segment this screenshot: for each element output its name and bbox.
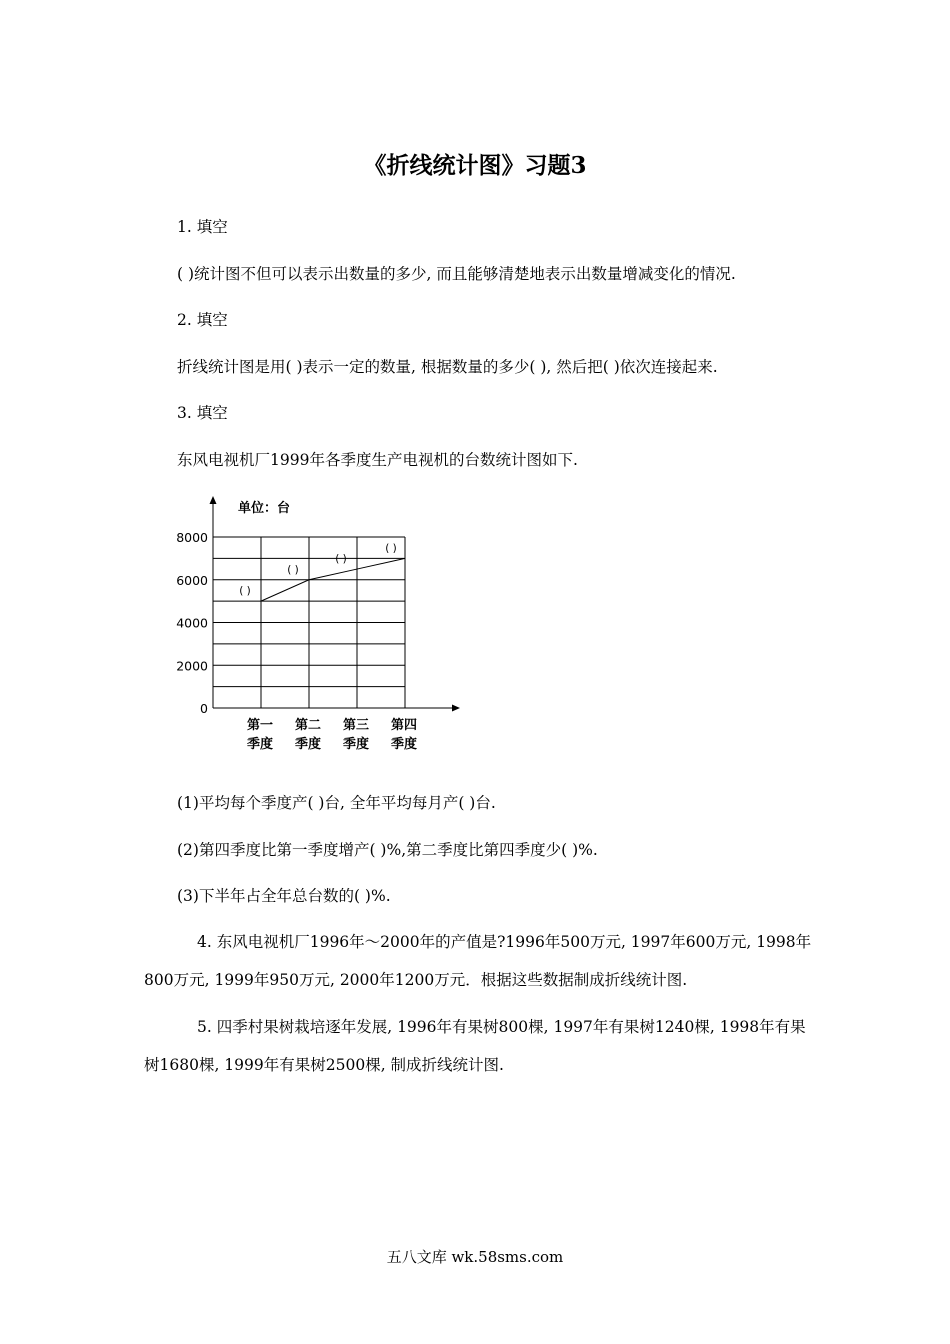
y-tick-label: 0 (200, 701, 208, 716)
q4-line1: 4. 东风电视机厂1996年～2000年的产值是?1996年500万元, 1997年600万元, 1998年 (197, 933, 812, 951)
q5-line2: 树1680棵, 1999年有果树2500棵, 制成折线统计图. (144, 1056, 504, 1074)
q1-text: ( )统计图不但可以表示出数量的多少, 而且能够清楚地表示出数量增减变化的情况. (177, 265, 736, 283)
y-tick-label: 4000 (176, 615, 208, 631)
point-label: ( ) (239, 585, 251, 598)
q1-heading: 1. 填空 (177, 218, 228, 236)
chart-axes (210, 496, 461, 712)
page-title: 《折线统计图》习题3 (363, 152, 587, 179)
point-label: ( ) (335, 553, 347, 566)
point-label: ( ) (287, 563, 299, 576)
q3-sub3: (3)下半年占全年总台数的( )%. (177, 887, 391, 905)
x-tick-label: 第二 (294, 718, 322, 733)
q3-sub2: (2)第四季度比第一季度增产( )%,第二季度比第四季度少( )%. (177, 841, 598, 859)
x-tick-label-line2: 季度 (294, 737, 322, 752)
point-labels (239, 542, 397, 597)
y-tick-label: 6000 (176, 572, 208, 588)
x-tick-label: 第三 (342, 718, 370, 733)
x-tick-label-line2: 季度 (390, 737, 418, 752)
chart-grid (213, 537, 405, 708)
q2-text: 折线统计图是用( )表示一定的数量, 根据数量的多少( ), 然后把( )依次连接起来. (177, 358, 718, 376)
q3-sub1: (1)平均每个季度产( )台, 全年平均每月产( )台. (177, 794, 496, 812)
q5-line1: 5. 四季村果树栽培逐年发展, 1996年有果树800棵, 1997年有果树1240棵, 1998年有果 (197, 1018, 806, 1036)
x-axis-arrow (452, 705, 460, 712)
footer: 五八文库 wk.58sms.com (386, 1248, 564, 1266)
x-tick-labels (247, 717, 417, 752)
y-axis-arrow (210, 496, 217, 504)
q2-heading: 2. 填空 (177, 311, 228, 329)
x-tick-label: 第四 (390, 718, 418, 733)
q3-heading: 3. 填空 (177, 404, 228, 422)
x-tick-label-line2: 季度 (246, 737, 274, 752)
unit-label: 单位：台 (238, 501, 291, 516)
y-tick-labels (176, 530, 208, 716)
x-tick-label: 第一 (246, 718, 274, 733)
y-tick-label: 8000 (176, 530, 208, 545)
q4-line2: 800万元, 1999年950万元, 2000年1200万元．根据这些数据制成折线统计图. (144, 971, 688, 989)
x-tick-label-line2: 季度 (342, 737, 370, 752)
y-tick-label: 2000 (176, 658, 208, 674)
quarterly-line-chart (170, 492, 470, 762)
point-label: ( ) (385, 542, 397, 555)
q3-intro: 东风电视机厂1999年各季度生产电视机的台数统计图如下. (177, 451, 578, 469)
